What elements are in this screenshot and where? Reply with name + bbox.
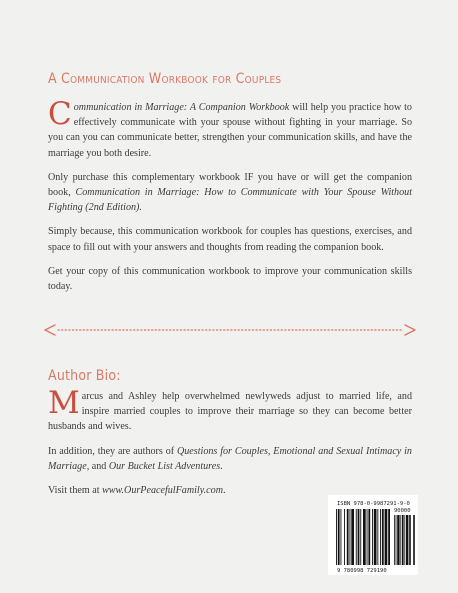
paragraph-call-to-action: Get your copy of this communication workbook to improve your communication skills today. [48, 265, 412, 293]
paragraph-text: In addition, they are authors of [48, 445, 177, 457]
paragraph-other-books [48, 444, 412, 474]
paragraph-text: arcus and Ashley help overwhelmed newlyweds adjust to married life, and inspire married couples to improve their marriage so they can become better husbands and wives. [48, 391, 412, 433]
paragraph-companion [48, 170, 412, 216]
drop-cap-c: C [48, 96, 72, 132]
paragraph-intro [48, 96, 412, 161]
paragraph-text: and [89, 460, 109, 472]
paragraph-text: Visit them at [48, 485, 103, 497]
author-bio [48, 385, 412, 507]
companion-book-title: Communication in Marriage: How to Communicate with Your Spouse Without Fighting (2nd Edition). [48, 187, 413, 214]
paragraph-text: . [220, 460, 223, 472]
paragraph-reason: Simply because, this communication workbook for couples has questions, exercises, and space to fill out with your answers and thoughts from reading the companion book. [48, 226, 412, 253]
book-titles: Questions for Couples, Emotional and Sexual Intimacy in Marriage, [48, 445, 412, 472]
workbook-description [48, 96, 413, 303]
ornamental-divider [42, 323, 418, 337]
website-link[interactable]: www.OurPeacefulFamily.com [102, 485, 223, 497]
book-title: ommunication in Marriage: A Companion Workbook [73, 102, 290, 113]
section-heading-workbook: A Communication Workbook for Couples [48, 71, 282, 87]
drop-cap-m: M [48, 385, 80, 421]
paragraph-text: . [222, 485, 226, 497]
paragraph-text: will help you practice how to effectively communicate with your spouse without fighting in your marriage. So you can you can communicate better, strengthen your communication skills, and have the marriage you both desire. [48, 102, 412, 159]
barcode-icon [328, 495, 418, 575]
isbn-label: ISBN 978-0-9987291-9-0 [337, 501, 410, 507]
paragraph-text: Only purchase this complementary workbook IF you have or will get the companion book, [48, 171, 412, 199]
barcode-number: 9 780998 729190 [337, 568, 387, 574]
barcode-box [328, 495, 418, 575]
section-heading-author-bio: Author Bio: [48, 368, 121, 384]
paragraph-authors [48, 385, 412, 435]
price-code: 90000 [394, 508, 411, 514]
book-title: Our Bucket List Adventures [108, 460, 221, 472]
